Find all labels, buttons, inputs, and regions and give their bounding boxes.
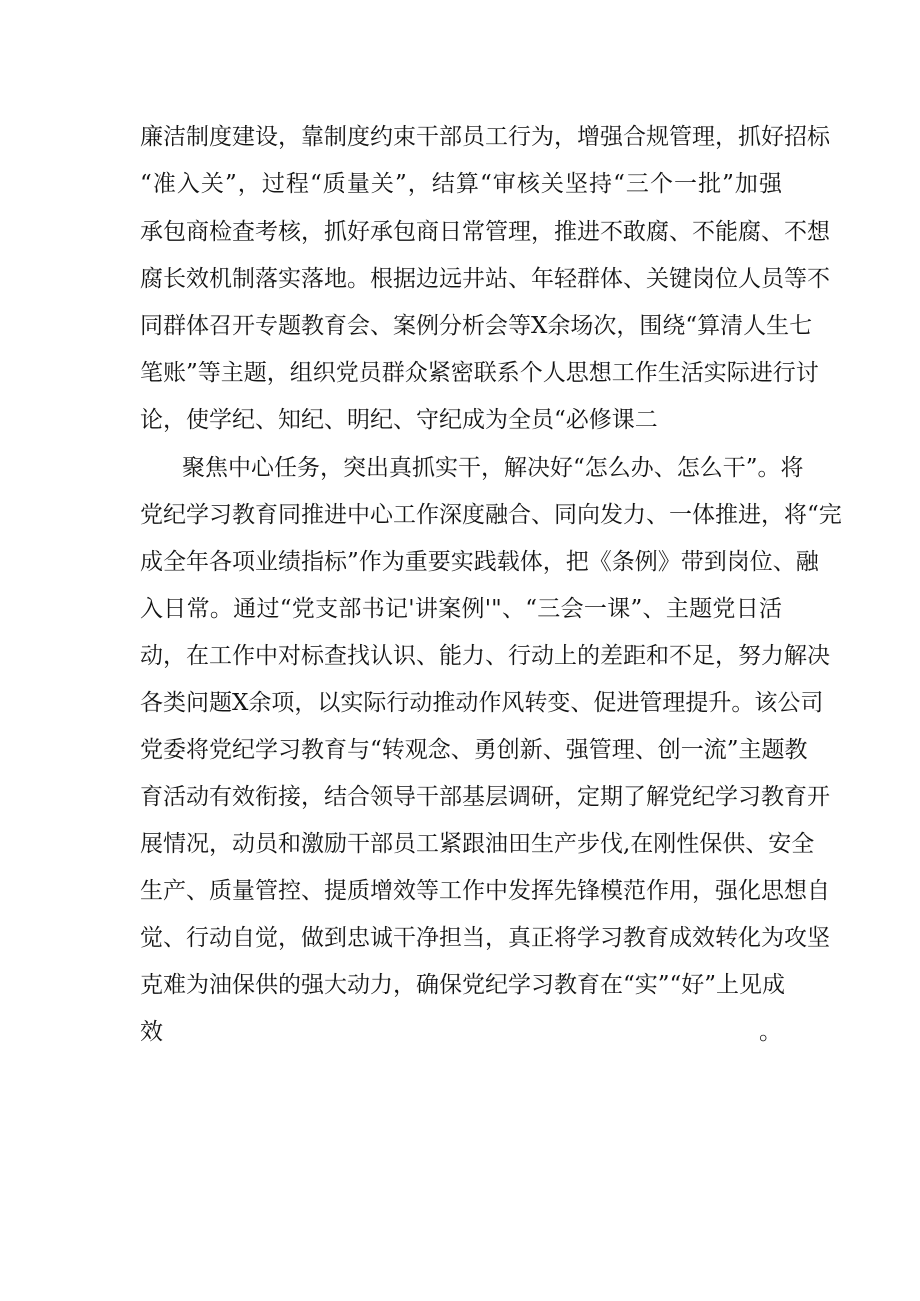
text-line: 生产、质量管控、提质增效等工作中发挥先锋模范作用，强化思想自 xyxy=(140,878,830,904)
text-line: 承包商检査考核，抓好承包商日常管理，推进不敢腐、不能腐、不想 xyxy=(140,219,830,245)
text-line: 聚焦中心任务，突出真抓实干，解决好“怎么办、怎么干”。将 xyxy=(182,455,804,481)
text-line: 廉洁制度建设，靠制度约束干部员工行为，增强合规管理，抓好招标 xyxy=(140,124,830,150)
text-line: 觉、行动自觉，做到忠诚干净担当，真正将学习教育成效转化为攻坚 xyxy=(140,925,830,951)
text-line: 党纪学习教育同推进中心工作深度融合、同向发力、一体推进，将“完 xyxy=(140,502,842,528)
text-line: 入日常。通过“党支部书记'讲案例'"、“三会一课”、主题党日活 xyxy=(140,596,782,622)
text-line: 同群体召开专题教育会、案例分析会等X余场次，围绕“算清人生七 xyxy=(140,313,813,339)
text-line: 论，使学纪、知纪、明纪、守纪成为全员“必修课二 xyxy=(140,407,658,433)
text-line: 笔账”等主题，组织党员群众紧密联系个人思想工作生活实际进行讨 xyxy=(140,360,819,386)
text-line: 党委将党纪学习教育与“转观念、勇创新、强管理、创一流”主题教 xyxy=(140,737,808,763)
text-line: “准入关”，过程“质量关”，结算“审核关坚持“三个一批”加强 xyxy=(140,171,782,197)
text-line: 成全年各项业绩指标”作为重要实践载体，把《条例》带到岗位、融 xyxy=(140,549,819,575)
text-line: 效。 xyxy=(140,1019,782,1045)
text-line: 育活动有效衔接，结合领导干部基层调研，定期了解党纪学习教育开 xyxy=(140,784,830,810)
text-line: 腐长效机制落实落地。根据边远井站、年轻群体、关键岗位人员等不 xyxy=(140,266,830,292)
text-line: 克难为油保供的强大动力，确保党纪学习教育在“实”“好”上见成 xyxy=(140,972,786,998)
text-line: 动，在工作中对标查找认识、能力、行动上的差距和不足，努力解决 xyxy=(140,643,830,669)
text-line: 展情况，动员和激励干部员工紧跟油田生产步伐,在刚性保供、安全 xyxy=(140,831,815,857)
text-line: 各类问题X余项，以实际行动推动作风转变、促进管理提升。该公司 xyxy=(140,690,824,716)
